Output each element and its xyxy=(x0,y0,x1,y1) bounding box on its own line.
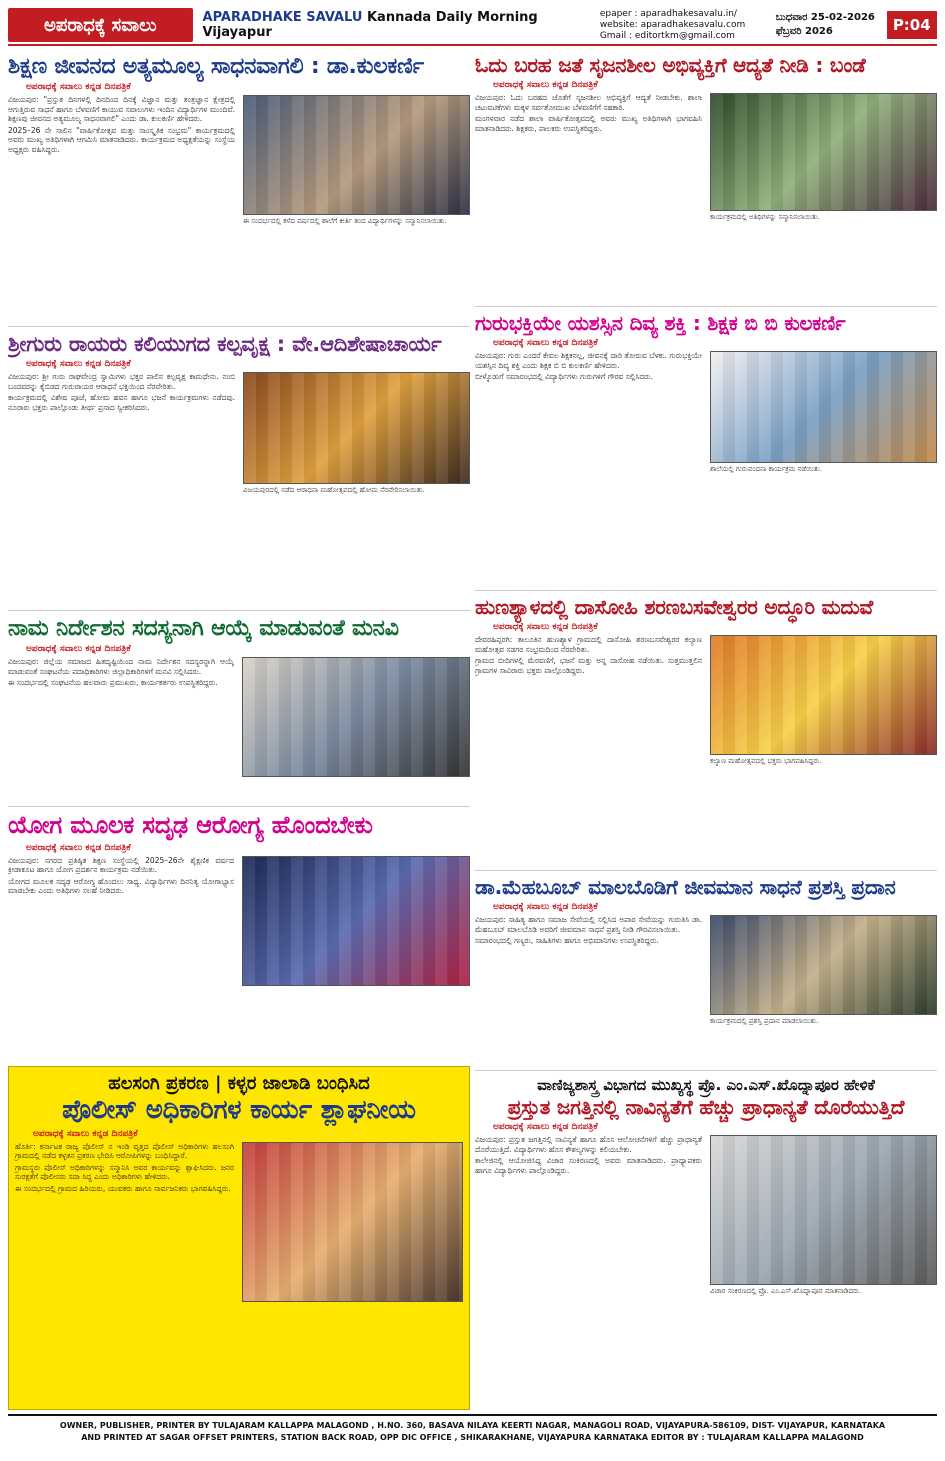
story-yoga xyxy=(8,812,470,1052)
story-body xyxy=(475,915,702,1026)
masthead-subtitle: Kannada Daily Morning Vijayapur xyxy=(202,10,538,40)
story-photo xyxy=(710,93,937,211)
masthead-name: APARADHAKE SAVALU xyxy=(202,10,363,25)
paragraph: ಕಾಲೇಜಿನಲ್ಲಿ ಆಯೋಜಿಸಿದ್ದ ವಿಚಾರ ಸಂಕಿರಣದಲ್ಲಿ ಅವರು ಮಾತನಾಡಿದರು. ಪ್ರಾಧ್ಯಾಪಕರು ಹಾಗೂ ವಿದ್ಯಾರ್ಥಿಗಳು ಪಾಲ್ಗೊಂಡಿದ್ದರು. xyxy=(475,1156,702,1175)
story-photo xyxy=(710,915,937,1015)
masthead-title xyxy=(203,10,600,40)
story-photo xyxy=(243,95,470,215)
photo-caption: ಈ ಸಂದರ್ಭದಲ್ಲಿ ಕಳೆದ ವರ್ಷದಲ್ಲಿ ಶಾಲೆಗೆ ಕೀರ್ತಿ ತಂದ ವಿದ್ಯಾರ್ಥಿಗಳನ್ನು ಸನ್ಮಾನಿಸಲಾಯಿತು. xyxy=(243,217,447,226)
story-nomination xyxy=(8,616,470,802)
story-photo xyxy=(710,351,937,463)
story-education xyxy=(8,54,470,324)
masthead xyxy=(8,6,937,46)
headline: ಪೊಲೀಸ್ ಅಧಿಕಾರಿಗಳ ಕಾರ್ಯ ಶ್ಲಾಘನೀಯ xyxy=(62,1095,416,1125)
story-innovation xyxy=(475,1076,937,1410)
story-body xyxy=(475,1135,702,1296)
photo-caption: ಕಾರ್ಯಕ್ರಮದಲ್ಲಿ ಪ್ರಶಸ್ತಿ ಪ್ರದಾನ ಮಾಡಲಾಯಿತು. xyxy=(710,1017,819,1025)
byline: ಅಪರಾಧಕ್ಕೆ ಸವಾಲು ಕನ್ನಡ ದಿನಪತ್ರಿಕೆ xyxy=(26,644,131,655)
headline: ಶ್ರೀಗುರು ರಾಯರು ಕಲಿಯುಗದ ಕಲ್ಪವೃಕ್ಷ : ವೇ.ಆದಿಶೇಷಾಚಾರ್ಯ xyxy=(8,332,442,356)
headline: ಯೋಗ ಮೂಲಕ ಸದೃಢ ಆರೋಗ್ಯ ಹೊಂದಬೇಕು xyxy=(8,812,373,839)
paragraph: ವಿಜಯಪುರ: ಸಾಹಿತ್ಯ ಹಾಗೂ ಸಮಾಜ ಸೇವೆಯಲ್ಲಿ ಸಲ್ಲಿಸಿದ ಅಪಾರ ಸೇವೆಯನ್ನು ಗುರುತಿಸಿ ಡಾ. ಮೆಹಬೂಬ್ ಮಾಲಬೊಡಿ ಅವರಿಗೆ ಜೀವಮಾನ ಸಾಧನೆ ಪ್ರಶಸ್ತಿ ನೀಡಿ ಗೌರವಿಸಲಾಯಿತು. xyxy=(475,915,702,934)
website-link[interactable]: website: aparadhakesavalu.com xyxy=(599,19,746,30)
epaper-link[interactable]: epaper : aparadhakesavalu.in/ xyxy=(599,8,737,19)
date-line: ಬುಧವಾರ 25-02-2026 xyxy=(775,12,875,23)
story-photo xyxy=(242,657,470,777)
byline: ಅಪರಾಧಕ್ಕೆ ಸವಾಲು ಕನ್ನಡ ದಿನಪತ್ರಿಕೆ xyxy=(33,1128,138,1139)
story-body xyxy=(8,372,235,495)
month-line: ಫೆಬ್ರವರಿ 2026 xyxy=(775,26,833,37)
imprint-line: OWNER, PUBLISHER, PRINTER BY TULAJARAM KALLAPPA MALAGOND , H.NO. 360, BASAVA NILAYA KEERTI NAGAR, MANAGOLI ROAD, VIJAYAPURA-586109, DIST- VIJAYAPUR, KARNATAKA xyxy=(59,1421,886,1430)
paragraph: ದೇವರಹಿಪ್ಪರಗಿ: ತಾಲೂಕಿನ ಹುಣಶ್ಯಾಳ ಗ್ರಾಮದಲ್ಲಿ ದಾಸೋಹಿ ಶರಣಬಸವೇಶ್ವರರ ಕಲ್ಯಾಣ ಮಹೋತ್ಸವ ಸಡಗರ ಸಂಭ್ರಮದಿಂದ ನೆರವೇರಿತು. xyxy=(475,635,702,654)
paragraph: ವಿಜಯಪುರ: ಜಿಲ್ಲೆಯ ಸಮಾಜದ ಹಿತದೃಷ್ಟಿಯಿಂದ ನಾಮ ನಿರ್ದೇಶನ ಸದಸ್ಯರನ್ನಾಗಿ ಆಯ್ಕೆ ಮಾಡುವಂತೆ ಸಂಘಟನೆಯ ಪದಾಧಿಕಾರಿಗಳು ಜಿಲ್ಲಾಧಿಕಾರಿಗಳಿಗೆ ಮನವಿ ಸಲ್ಲಿಸಿದರು. xyxy=(8,657,234,676)
paragraph: ಮಂಗಳವಾರ ನಡೆದ ಶಾಲಾ ವಾರ್ಷಿಕೋತ್ಸವದಲ್ಲಿ ಅವರು ಮುಖ್ಯ ಅತಿಥಿಗಳಾಗಿ ಭಾಗವಹಿಸಿ ಮಾತನಾಡಿದರು. ಶಿಕ್ಷಕರು, ಪಾಲಕರು ಉಪಸ್ಥಿತರಿದ್ದರು. xyxy=(475,114,702,133)
story-body xyxy=(475,351,702,474)
paragraph: ಕಾರ್ಯಕ್ರಮದಲ್ಲಿ ವಿಶೇಷ ಪೂಜೆ, ಹೋಮ ಹವನ ಹಾಗೂ ಭಜನೆ ಕಾರ್ಯಕ್ರಮಗಳು ನಡೆದವು. ನೂರಾರು ಭಕ್ತರು ಪಾಲ್ಗೊಂಡು ತೀರ್ಥ ಪ್ರಸಾದ ಸ್ವೀಕರಿಸಿದರು. xyxy=(8,393,235,412)
paragraph: ಯೋಗದ ಮೂಲಕ ಸದೃಢ ಆರೋಗ್ಯ ಹೊಂದಲು ಸಾಧ್ಯ. ವಿದ್ಯಾರ್ಥಿಗಳು ದಿನನಿತ್ಯ ಯೋಗಾಭ್ಯಾಸ ಮಾಡಬೇಕು ಎಂದು ಅತಿಥಿಗಳು ಸಲಹೆ ನೀಡಿದರು. xyxy=(8,876,234,896)
story-wedding xyxy=(475,596,937,866)
byline: ಅಪರಾಧಕ್ಕೆ ಸವಾಲು ಕನ್ನಡ ದಿನಪತ್ರಿಕೆ xyxy=(493,338,598,348)
paragraph: ಹೊರ್ತಿ: ಕರ್ನಾಟಕ ರಾಜ್ಯ ಪೊಲೀಸ್ ನ ಇಂಡಿ ವೃತ್ತದ ಪೊಲೀಸ್ ಅಧಿಕಾರಿಗಳು ಹಲಸಂಗಿ ಗ್ರಾಮದಲ್ಲಿ ನಡೆದ ಕಳ್ಳತನ ಪ್ರಕರಣ ಭೇದಿಸಿ ಆರೋಪಿಗಳನ್ನು ಬಂಧಿಸಿದ್ದಾರೆ. xyxy=(15,1141,234,1161)
byline: ಅಪರಾಧಕ್ಕೆ ಸವಾಲು ಕನ್ನಡ ದಿನಪತ್ರಿಕೆ xyxy=(493,1122,598,1132)
headline: ನಾಮ ನಿರ್ದೇಶನ ಸದಸ್ಯನಾಗಿ ಆಯ್ಕೆ ಮಾಡುವಂತೆ ಮನವಿ xyxy=(8,616,399,641)
story-body xyxy=(475,635,702,766)
headline: ಹುಣಶ್ಯಾಳದಲ್ಲಿ ದಾಸೋಹಿ ಶರಣಬಸವೇಶ್ವರರ ಅದ್ಧೂರಿ ಮದುವೆ xyxy=(475,596,873,619)
story-photo xyxy=(243,372,470,484)
byline: ಅಪರಾಧಕ್ಕೆ ಸವಾಲು ಕನ್ನಡ ದಿನಪತ್ರಿಕೆ xyxy=(26,82,131,93)
paragraph: ವಿಜಯಪುರ: ಶ್ರೀ ಗುರು ರಾಘವೇಂದ್ರ ಸ್ವಾಮಿಗಳು ಭಕ್ತರ ಪಾಲಿನ ಕಲ್ಪವೃಕ್ಷ ಕಾಮಧೇನು. ನಂಬಿ ಬಂದವರನ್ನು ಕೈಬಿಡದ ಗುರುರಾಯರ ಆರಾಧನೆ ಭಕ್ತಿಯಿಂದ ನೆರವೇರಿತು. xyxy=(8,372,235,391)
paragraph: 2025–26 ನೇ ಸಾಲಿನ "ವಾರ್ಷಿಕೋತ್ಸವ ಮತ್ತು ಸಾಂಸ್ಕೃತಿಕ ಸಂಭ್ರಮ" ಕಾರ್ಯಕ್ರಮದಲ್ಲಿ ಅವರು ಮುಖ್ಯ ಅತಿಥಿಗಳಾಗಿ ಆಗಮಿಸಿ ಮಾತನಾಡಿದರು. ಕಾರ್ಯಕ್ರಮದ ಅಧ್ಯಕ್ಷತೆಯನ್ನು ಸಂಸ್ಥೆಯ ಅಧ್ಯಕ್ಷರು ವಹಿಸಿದ್ದರು. xyxy=(8,125,235,154)
paragraph: ವಿಜಯಪುರ: ಓದು ಬರಹದ ಜೊತೆಗೆ ಸೃಜನಶೀಲ ಅಭಿವ್ಯಕ್ತಿಗೆ ಆದ್ಯತೆ ನೀಡಬೇಕು. ಶಾಲಾ ಚಟುವಟಿಕೆಗಳು ಮಕ್ಕಳ ಸರ್ವತೋಮುಖ ಬೆಳವಣಿಗೆಗೆ ಸಹಕಾರಿ. xyxy=(475,93,702,112)
headline: ಶಿಕ್ಷಣ ಜೀವನದ ಅತ್ಯಮೂಲ್ಯ ಸಾಧನವಾಗಲಿ : ಡಾ.ಕುಲಕರ್ಣಿ xyxy=(8,54,424,79)
contact-block xyxy=(600,9,770,42)
gmail-link[interactable]: Gmail : editortkm@gmail.com xyxy=(599,30,735,41)
photo-caption: ವಿಚಾರ ಸಂಕಿರಣದಲ್ಲಿ ಪ್ರೊ. ಎಂ.ಎಸ್.ಖೊದ್ನಾಪೂರ ಮಾತನಾಡಿದರು. xyxy=(710,1287,862,1295)
story-photo xyxy=(242,856,470,986)
story-photo xyxy=(242,1142,463,1302)
story-photo xyxy=(710,1135,937,1285)
headline: ಗುರುಭಕ್ತಿಯೇ ಯಶಸ್ಸಿನ ದಿವ್ಯ ಶಕ್ತಿ : ಶಿಕ್ಷಕ ಬಿ ಬಿ ಕುಲಕರ್ಣಿ xyxy=(475,312,846,335)
page-number: P:04 xyxy=(887,11,938,39)
paragraph: ಈ ಸಂದರ್ಭದಲ್ಲಿ ಗ್ರಾಮದ ಹಿರಿಯರು, ಯುವಕರು ಹಾಗೂ ಸಾರ್ವಜನಿಕರು ಭಾಗವಹಿಸಿದ್ದರು. xyxy=(15,1183,231,1193)
headline: ಡಾ.ಮೆಹಬೂಬ್ ಮಾಲಬೊಡಿಗೆ ಜೀವಮಾನ ಸಾಧನೆ ಪ್ರಶಸ್ತಿ ಪ್ರದಾನ xyxy=(475,876,896,899)
story-police xyxy=(8,1066,470,1410)
photo-caption: ಶಾಲೆಯಲ್ಲಿ ಗುರುವಂದನಾ ಕಾರ್ಯಕ್ರಮ ನಡೆಯಿತು. xyxy=(710,465,822,473)
story-photo xyxy=(710,635,937,755)
byline: ಅಪರಾಧಕ್ಕೆ ಸವಾಲು ಕನ್ನಡ ದಿನಪತ್ರಿಕೆ xyxy=(493,80,598,90)
story-guru-bhakti xyxy=(475,312,937,584)
photo-caption: ಕಲ್ಯಾಣ ಮಹೋತ್ಸವದಲ್ಲಿ ಭಕ್ತರು ಭಾಗವಹಿಸಿದ್ದರು. xyxy=(710,757,822,765)
headline: ಓದು ಬರಹ ಜತೆ ಸೃಜನಶೀಲ ಅಭಿವ್ಯಕ್ತಿಗೆ ಆದ್ಯತೆ ನೀಡಿ : ಬಂಡೆ xyxy=(475,54,866,77)
paragraph: ವಿಜಯಪುರ: ಗುರು ಎಂದರೆ ಕೇವಲ ಶಿಕ್ಷಕನಲ್ಲ, ಜೀವನಕ್ಕೆ ದಾರಿ ತೋರುವ ಬೆಳಕು. ಗುರುಭಕ್ತಿಯೇ ಯಶಸ್ಸಿನ ದಿವ್ಯ ಶಕ್ತಿ ಎಂದು ಶಿಕ್ಷಕ ಬಿ ಬಿ ಕುಲಕರ್ಣಿ ಹೇಳಿದರು. xyxy=(475,351,702,370)
byline: ಅಪರಾಧಕ್ಕೆ ಸವಾಲು ಕನ್ನಡ ದಿನಪತ್ರಿಕೆ xyxy=(493,902,598,912)
kicker: ವಾಣಿಜ್ಯಶಾಸ್ತ್ರ ವಿಭಾಗದ ಮುಖ್ಯಸ್ಥ ಪ್ರೊ. ಎಂ.ಎಸ್.ಖೊದ್ನಾಪೂರ ಹೇಳಿಕೆ xyxy=(537,1076,875,1094)
imprint-line: AND PRINTED AT SAGAR OFFSET PRINTERS, STATION BACK ROAD, OPP DIC OFFICE , SHIKARAKHANE, VIJAYAPURA KARNATAKA EDITOR BY : TULAJARAM KALLAPPA MALAGOND xyxy=(81,1433,864,1442)
paragraph: ಸಮಾರಂಭದಲ್ಲಿ ಗಣ್ಯರು, ಸಾಹಿತಿಗಳು ಹಾಗೂ ಅಭಿಮಾನಿಗಳು ಉಪಸ್ಥಿತರಿದ್ದರು. xyxy=(475,936,659,945)
story-guru-rayaru xyxy=(8,332,470,600)
paragraph: ವಿಜಯಪುರ: ನಗರದ ಪ್ರತಿಷ್ಠಿತ ಶಿಕ್ಷಣ ಸಂಸ್ಥೆಯಲ್ಲಿ 2025–26ನೇ ಶೈಕ್ಷಣಿಕ ವರ್ಷದ ಕ್ರೀಡಾಕೂಟ ಹಾಗೂ ಯೋಗ ಪ್ರದರ್ಶನ ಕಾರ್ಯಕ್ರಮ ನಡೆಯಿತು. xyxy=(8,855,234,875)
story-creativity xyxy=(475,54,937,304)
date-block xyxy=(770,11,887,39)
newspaper-logo: ಅಪರಾಧಕ್ಕೆ ಸವಾಲು xyxy=(8,8,193,42)
kicker: ಹಲಸಂಗಿ ಪ್ರಕರಣ | ಕಳ್ಳರ ಜಾಲಾಡಿ ಬಂಧಿಸಿದ xyxy=(108,1073,370,1094)
byline: ಅಪರಾಧಕ್ಕೆ ಸವಾಲು ಕನ್ನಡ ದಿನಪತ್ರಿಕೆ xyxy=(26,842,131,853)
imprint-footer xyxy=(8,1414,937,1452)
paragraph: ವಿಜಯಪುರ: ಪ್ರಸ್ತುತ ಜಗತ್ತಿನಲ್ಲಿ ನಾವಿನ್ಯತೆ ಹಾಗೂ ಹೊಸ ಆಲೋಚನೆಗಳಿಗೆ ಹೆಚ್ಚು ಪ್ರಾಧಾನ್ಯತೆ ದೊರೆಯುತ್ತಿದೆ. ವಿದ್ಯಾರ್ಥಿಗಳು ಹೊಸ ಕೌಶಲ್ಯಗಳನ್ನು ಕಲಿಯಬೇಕು. xyxy=(475,1135,702,1154)
story-body xyxy=(8,657,234,777)
headline: ಪ್ರಸ್ತುತ ಜಗತ್ತಿನಲ್ಲಿ ನಾವಿನ್ಯತೆಗೆ ಹೆಚ್ಚು ಪ್ರಾಧಾನ್ಯತೆ ದೊರೆಯುತ್ತಿದೆ xyxy=(507,1095,905,1119)
paragraph: ಈ ಸಂದರ್ಭದಲ್ಲಿ ಸಂಘಟನೆಯ ಹಲವಾರು ಪ್ರಮುಖರು, ಕಾರ್ಯಕರ್ತರು ಉಪಸ್ಥಿತರಿದ್ದರು. xyxy=(8,678,218,688)
story-body xyxy=(15,1142,234,1302)
paragraph: ಬೀಳ್ಕೊಡುಗೆ ಸಮಾರಂಭದಲ್ಲಿ ವಿದ್ಯಾರ್ಥಿಗಳು ಗುರುಗಳಿಗೆ ಗೌರವ ಸಲ್ಲಿಸಿದರು. xyxy=(475,372,653,381)
story-body xyxy=(8,856,234,986)
byline: ಅಪರಾಧಕ್ಕೆ ಸವಾಲು ಕನ್ನಡ ದಿನಪತ್ರಿಕೆ xyxy=(26,359,131,370)
story-body xyxy=(8,95,235,226)
byline: ಅಪರಾಧಕ್ಕೆ ಸವಾಲು ಕನ್ನಡ ದಿನಪತ್ರಿಕೆ xyxy=(493,622,598,632)
photo-caption: ಕಾರ್ಯಕ್ರಮದಲ್ಲಿ ಅತಿಥಿಗಳನ್ನು ಸನ್ಮಾನಿಸಲಾಯಿತು. xyxy=(710,213,820,221)
photo-caption: ವಿಜಯಪುರದಲ್ಲಿ ನಡೆದ ಆರಾಧನಾ ಮಹೋತ್ಸವದಲ್ಲಿ ಹೋಮ ನೆರವೇರಿಸಲಾಯಿತು. xyxy=(243,486,425,495)
paragraph: ವಿಜಯಪುರ: "ಪ್ರಸ್ತುತ ದಿನಗಳಲ್ಲಿ ದಿನದಿಂದ ದಿನಕ್ಕೆ ವಿಜ್ಞಾನ ಮತ್ತು ತಂತ್ರಜ್ಞಾನ ಕ್ಷೇತ್ರದಲ್ಲಿ ಆಗುತ್ತಿರುವ ಸಾಧನೆ ಹಾಗೂ ಬೆಳವಣಿಗೆ ಕಾಯುವ ಸವಾಲುಗಳು ಇಂದಿನ ವಿದ್ಯಾರ್ಥಿಗಳ ಮುಂದಿವೆ. ಶಿಕ್ಷಣವು ಜೀವನದ ಅತ್ಯಮೂಲ್ಯ ಸಾಧನವಾಗಲಿ" ಎಂದು ಡಾ. ಕುಲಕರ್ಣಿ ಹೇಳಿದರು. xyxy=(8,95,235,124)
paragraph: ಗ್ರಾಮಸ್ಥರು ಪೊಲೀಸ್ ಅಧಿಕಾರಿಗಳನ್ನು ಸನ್ಮಾನಿಸಿ ಅವರ ಕಾರ್ಯವನ್ನು ಶ್ಲಾಘಿಸಿದರು. ಜನರ ಸುರಕ್ಷತೆಗೆ ಪೊಲೀಸರು ಸದಾ ಸಿದ್ಧ ಎಂದು ಅಧಿಕಾರಿಗಳು ಹೇಳಿದರು. xyxy=(15,1162,234,1182)
story-award xyxy=(475,876,937,1066)
story-body xyxy=(475,93,702,222)
paragraph: ಗ್ರಾಮದ ಬೀದಿಗಳಲ್ಲಿ ಮೆರವಣಿಗೆ, ಭಜನೆ ಮತ್ತು ಅನ್ನ ದಾಸೋಹ ನಡೆಯಿತು. ಸುತ್ತಮುತ್ತಲಿನ ಗ್ರಾಮಗಳ ಸಾವಿರಾರು ಭಕ್ತರು ಪಾಲ್ಗೊಂಡಿದ್ದರು. xyxy=(475,656,702,675)
